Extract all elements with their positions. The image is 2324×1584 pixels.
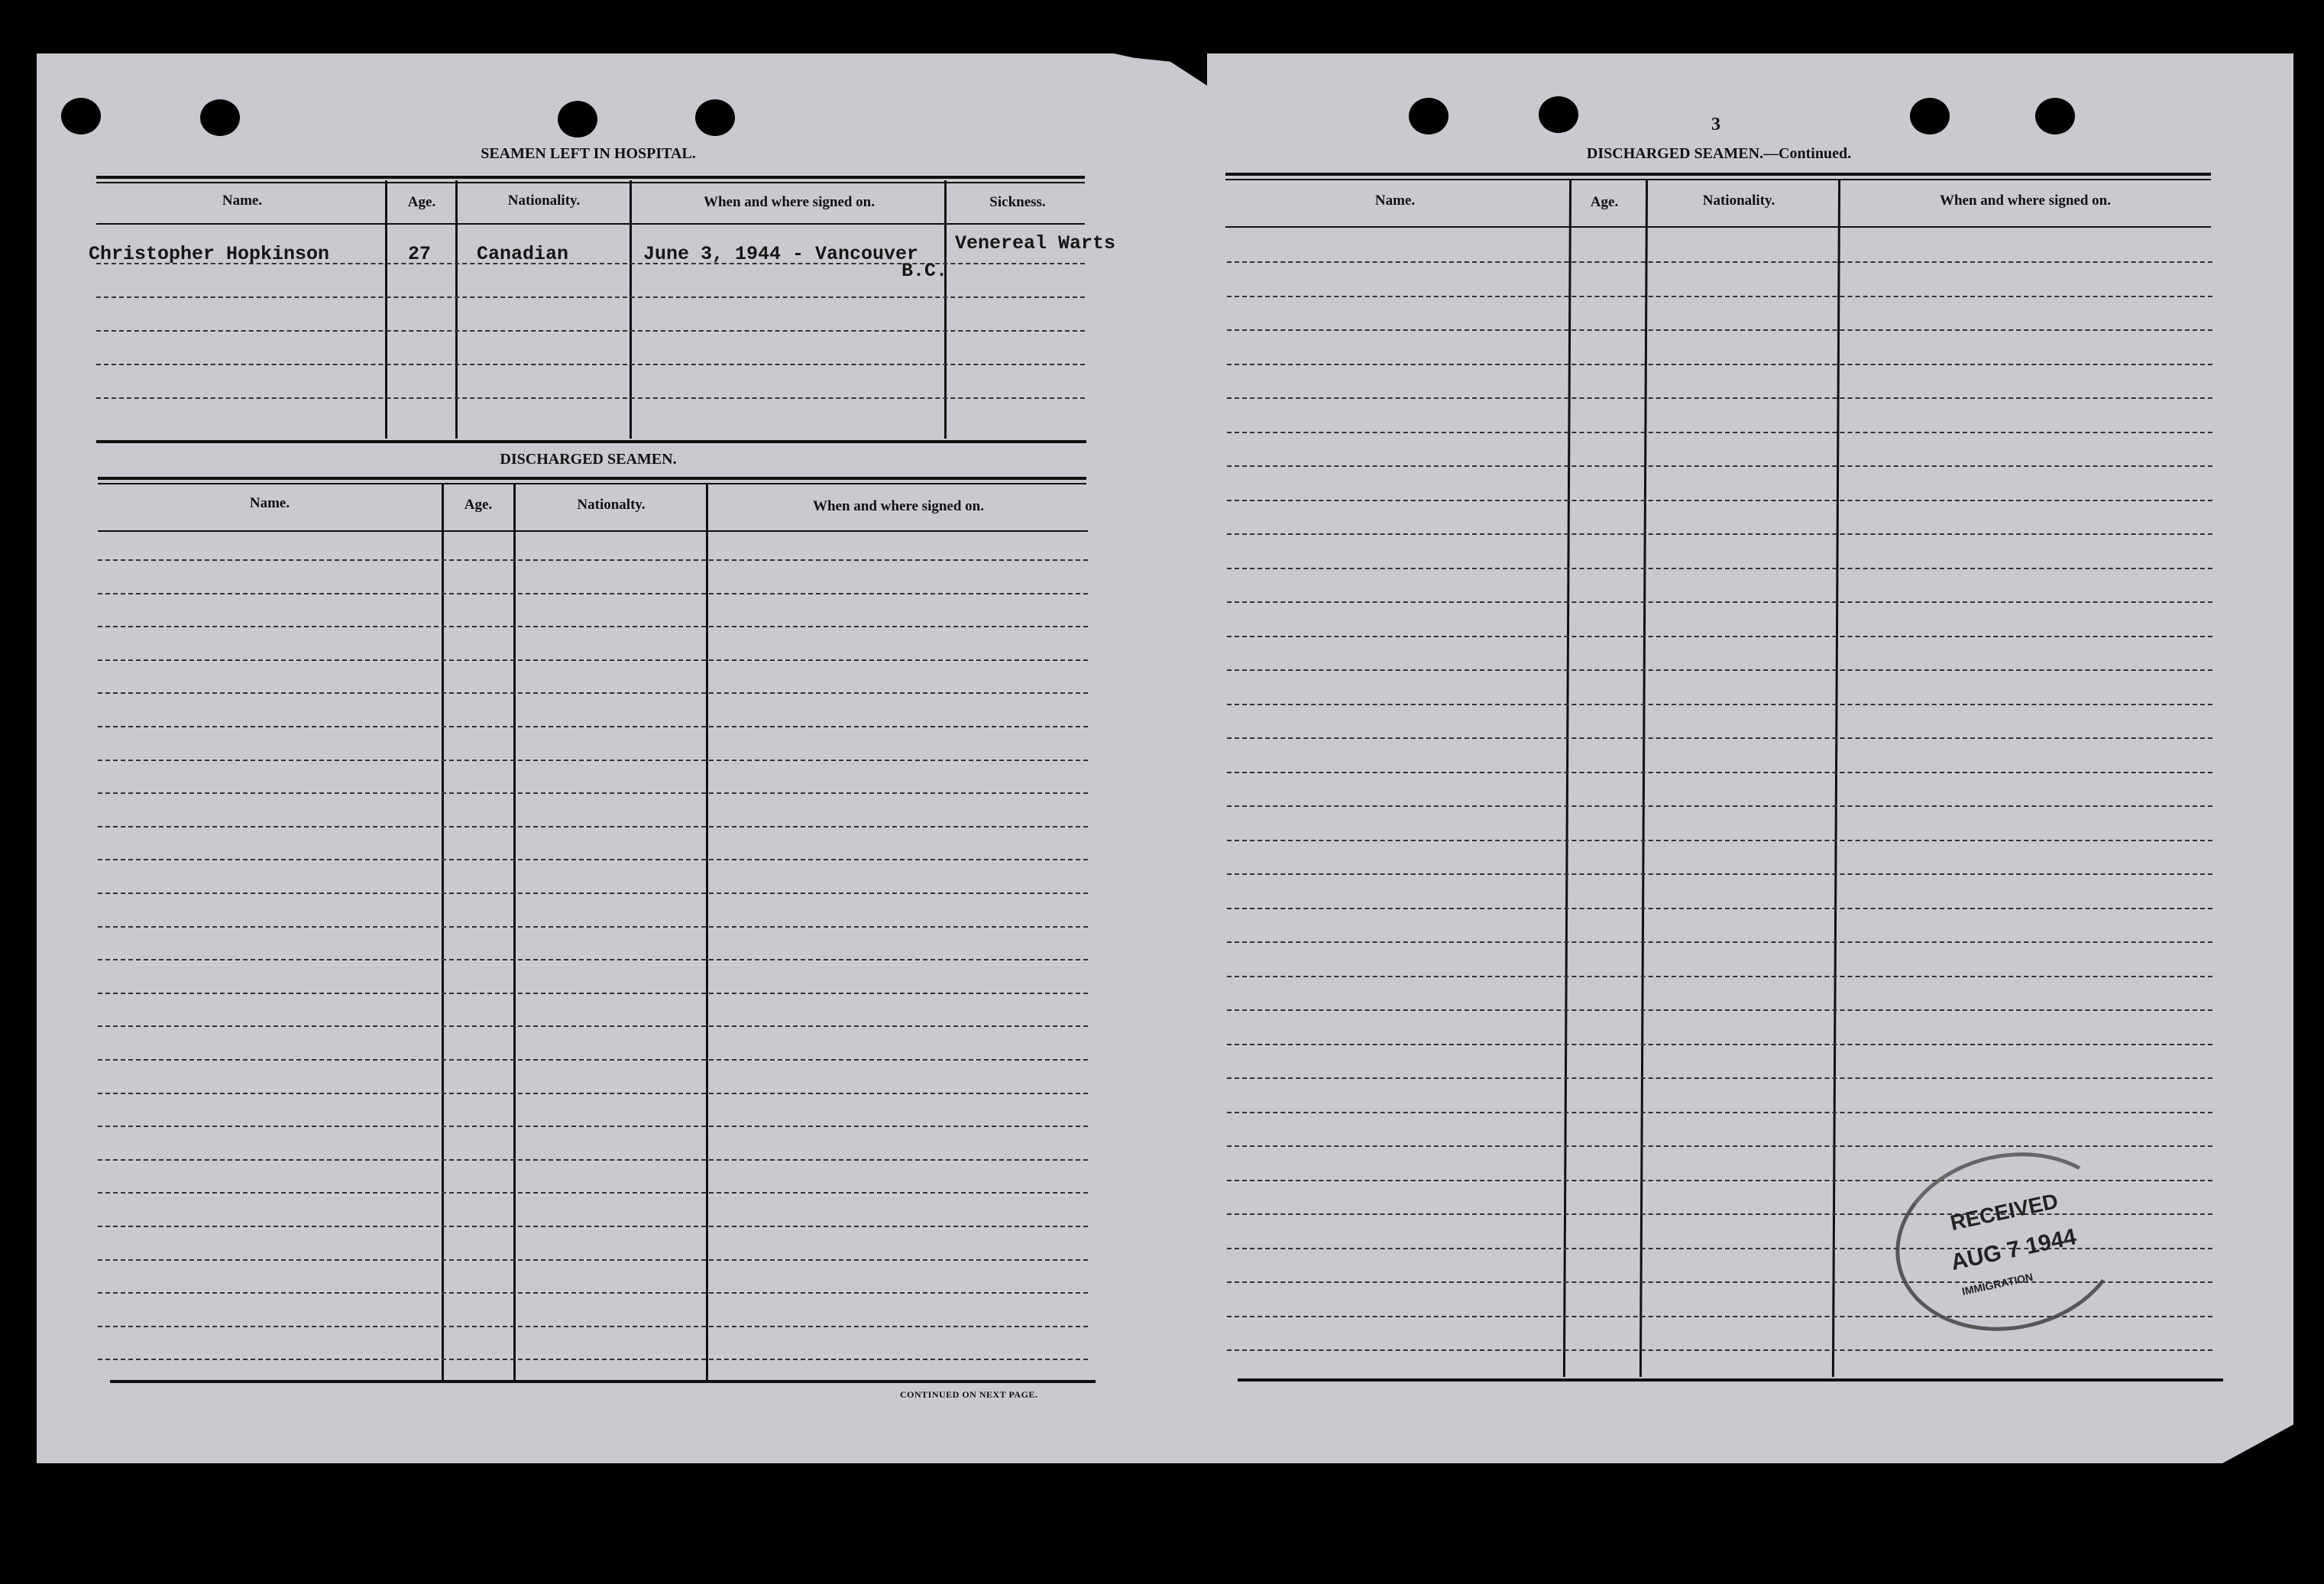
col-divider	[442, 483, 444, 1380]
right-page-title: DISCHARGED SEAMEN.—Continued.	[1586, 145, 1852, 162]
ruled-line	[98, 692, 1088, 694]
col-age: Age.	[407, 194, 436, 210]
ruled-line	[1227, 840, 2212, 841]
footer-continued: CONTINUED ON NEXT PAGE.	[900, 1389, 1038, 1400]
ruled-line	[96, 397, 1085, 399]
discharged-section-title: DISCHARGED SEAMEN.	[500, 451, 677, 468]
entry-signed-on-cont: B.C.	[901, 260, 948, 282]
ruled-line	[1227, 737, 2212, 739]
col-divider	[706, 483, 708, 1380]
ruled-line	[98, 993, 1088, 994]
ruled-line	[98, 1259, 1088, 1261]
ruled-line	[1227, 976, 2212, 977]
col-nationality: Nationality.	[1702, 193, 1775, 209]
ruled-line	[98, 1059, 1088, 1061]
ruled-line	[1227, 296, 2212, 297]
right-bottom-rule	[1238, 1378, 2223, 1382]
ruled-line	[1227, 873, 2212, 875]
ruled-line	[96, 330, 1085, 332]
col-divider	[630, 180, 632, 439]
ruled-line	[1227, 1009, 2212, 1011]
col-nationality: Nationalty.	[577, 497, 646, 513]
ruled-line	[98, 1292, 1088, 1294]
left-bottom-rule	[110, 1380, 1096, 1383]
ruled-line	[98, 760, 1088, 761]
ruled-line	[1227, 465, 2212, 467]
punch-hole	[2035, 98, 2075, 134]
ruled-line	[1227, 669, 2212, 671]
ruled-line	[98, 1159, 1088, 1161]
ruled-line	[98, 1359, 1088, 1360]
ruled-line	[1227, 568, 2212, 569]
ruled-line	[98, 1226, 1088, 1227]
col-signed-on: When and where signed on.	[1939, 193, 2111, 209]
right-header-rule	[1225, 226, 2211, 228]
ruled-line	[98, 659, 1088, 661]
punch-hole	[200, 99, 240, 136]
stamp-dept: IMMIGRATION	[1960, 1270, 2034, 1298]
punch-hole	[1910, 98, 1950, 134]
ruled-line	[96, 263, 1085, 264]
ruled-line	[98, 726, 1088, 727]
col-sickness: Sickness.	[989, 194, 1046, 210]
ruled-line	[1227, 397, 2212, 399]
ruled-line	[1227, 941, 2212, 943]
col-divider	[513, 483, 516, 1380]
top-rule	[96, 176, 1085, 179]
ruled-line	[98, 1192, 1088, 1194]
ruled-line	[1227, 908, 2212, 909]
ruled-line	[1227, 533, 2212, 535]
punch-hole	[558, 101, 597, 138]
ruled-line	[98, 1093, 1088, 1094]
ruled-line	[1227, 1077, 2212, 1079]
col-nationality: Nationality.	[507, 193, 581, 209]
ruled-line	[98, 1326, 1088, 1327]
col-name: Name.	[249, 495, 290, 511]
ruled-line	[98, 559, 1088, 561]
ruled-line	[98, 959, 1088, 960]
ruled-line	[1227, 432, 2212, 433]
ruled-line	[1227, 364, 2212, 365]
col-signed-on: When and where signed on.	[812, 498, 984, 514]
col-name: Name.	[1374, 193, 1416, 209]
ruled-line	[1227, 500, 2212, 501]
ruled-line	[1227, 772, 2212, 773]
col-age: Age.	[1590, 194, 1619, 210]
top-rule-2	[96, 182, 1085, 183]
punch-hole	[61, 98, 101, 134]
right-top-rule-2	[1225, 179, 2211, 180]
entry-name: Christopher Hopkinson	[89, 243, 330, 265]
ruled-line	[1227, 704, 2212, 705]
ruled-line	[1227, 1349, 2212, 1351]
punch-hole	[695, 99, 735, 136]
col-age: Age.	[464, 497, 493, 513]
hospital-section-title: SEAMEN LEFT IN HOSPITAL.	[481, 145, 696, 162]
stamp-date: AUG 7 1944	[1948, 1224, 2079, 1276]
entry-signed-on: June 3, 1944 - Vancouver	[643, 243, 919, 265]
ruled-line	[98, 593, 1088, 594]
col-signed-on: When and where signed on.	[703, 194, 875, 210]
page-number: 3	[1711, 115, 1720, 134]
ruled-line	[1227, 329, 2212, 331]
entry-nationality: Canadian	[477, 243, 569, 265]
ruled-line	[98, 892, 1088, 894]
punch-hole	[1409, 98, 1448, 134]
ruled-line	[1227, 636, 2212, 637]
ruled-line	[1227, 261, 2212, 263]
ruled-line	[98, 1126, 1088, 1127]
col-divider	[455, 180, 458, 439]
ruled-line	[98, 626, 1088, 627]
discharged-top-rule	[98, 477, 1086, 480]
discharged-header-rule	[98, 530, 1088, 532]
ruled-line	[96, 296, 1085, 298]
ruled-line	[1227, 601, 2212, 603]
ruled-line	[1227, 1044, 2212, 1045]
ruled-line	[98, 926, 1088, 928]
entry-age: 27	[408, 243, 432, 265]
col-name: Name.	[222, 193, 263, 209]
hospital-bottom-rule	[96, 440, 1086, 443]
punch-hole	[1539, 96, 1578, 133]
stamp-received: RECEIVED	[1948, 1188, 2060, 1236]
right-top-rule	[1225, 173, 2211, 176]
entry-sickness: Venereal Warts	[955, 232, 1116, 254]
ruled-line	[98, 826, 1088, 828]
ruled-line	[96, 364, 1085, 365]
ruled-line	[98, 1025, 1088, 1027]
col-divider	[944, 180, 947, 439]
ruled-line	[98, 792, 1088, 794]
discharged-top-rule-2	[98, 483, 1086, 484]
header-rule	[96, 223, 1085, 225]
ruled-line	[98, 859, 1088, 860]
right-page	[1198, 53, 2293, 1463]
ruled-line	[1227, 805, 2212, 807]
ruled-line	[1227, 1112, 2212, 1113]
col-divider	[385, 180, 387, 439]
